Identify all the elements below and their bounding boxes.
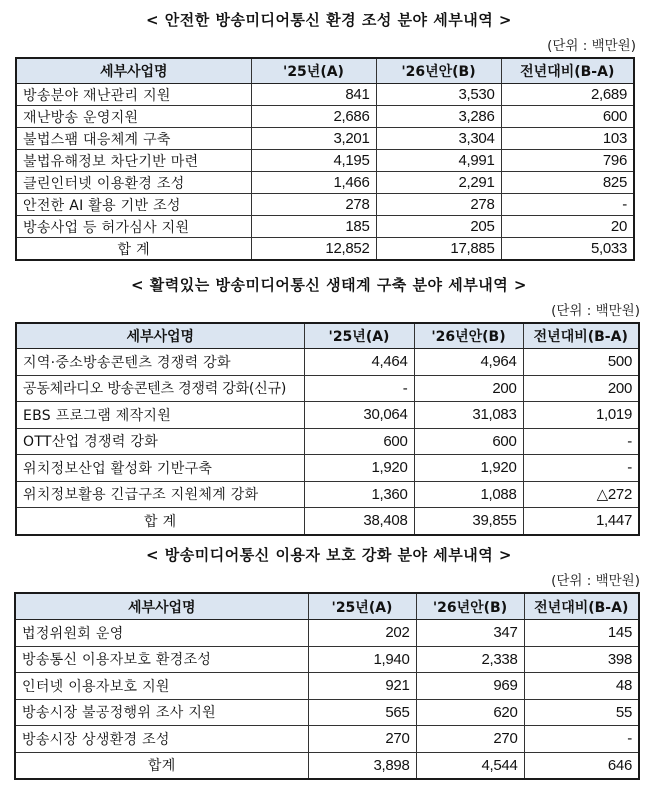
- value-2026: 31,083: [414, 402, 523, 429]
- value-2026: 2,291: [376, 172, 501, 194]
- table-row: [16, 216, 634, 238]
- value-2026: 1,920: [414, 455, 523, 482]
- project-name: 공동체라디오 방송콘텐츠 경쟁력 강화(신규): [16, 375, 304, 402]
- table-header-row: [16, 58, 634, 84]
- header-2026: '26년안(B): [376, 58, 501, 84]
- total-diff: 5,033: [501, 238, 634, 261]
- value-2025: 3,201: [251, 128, 376, 150]
- value-2026: 3,286: [376, 106, 501, 128]
- table-row: [16, 481, 639, 508]
- value-2026: 4,991: [376, 150, 501, 172]
- value-diff: 1,019: [523, 402, 639, 429]
- total-2025: 12,852: [251, 238, 376, 261]
- header-2025: '25년(A): [308, 593, 416, 620]
- budget-table-ecosystem: [15, 322, 640, 536]
- table-row: [15, 620, 639, 647]
- project-name: 위치정보활용 긴급구조 지원체계 강화: [16, 481, 304, 508]
- total-diff: 1,447: [523, 508, 639, 535]
- table-row: [16, 194, 634, 216]
- project-name: 방송사업 등 허가심사 지원: [16, 216, 251, 238]
- value-diff: △272: [523, 481, 639, 508]
- value-2025: 4,464: [304, 349, 414, 376]
- header-project-name: 세부사업명: [16, 58, 251, 84]
- section-1-title: < 안전한 방송미디어통신 환경 조성 분야 세부내역 >: [146, 11, 512, 29]
- value-2026: 3,304: [376, 128, 501, 150]
- value-2025: 2,686: [251, 106, 376, 128]
- total-2026: 4,544: [416, 752, 524, 779]
- value-2026: 620: [416, 699, 524, 726]
- total-2025: 3,898: [308, 752, 416, 779]
- project-name: 클린인터넷 이용환경 조성: [16, 172, 251, 194]
- value-2025: 1,466: [251, 172, 376, 194]
- total-row: [16, 508, 639, 535]
- value-diff: 825: [501, 172, 634, 194]
- table-row: [16, 402, 639, 429]
- project-name: OTT산업 경쟁력 강화: [16, 428, 304, 455]
- value-diff: 145: [524, 620, 639, 647]
- total-2025: 38,408: [304, 508, 414, 535]
- table-header-row: [16, 323, 639, 349]
- value-diff: 796: [501, 150, 634, 172]
- budget-table-safe-environment: [15, 57, 635, 261]
- section-2-unit: (단위 : 백만원): [551, 303, 640, 319]
- value-diff: 500: [523, 349, 639, 376]
- table-row: [15, 699, 639, 726]
- header-2026: '26년안(B): [414, 323, 523, 349]
- table-header-row: [15, 593, 639, 620]
- value-diff: 2,689: [501, 84, 634, 106]
- total-2026: 39,855: [414, 508, 523, 535]
- value-2026: 278: [376, 194, 501, 216]
- project-name: 지역·중소방송콘텐츠 경쟁력 강화: [16, 349, 304, 376]
- project-name: 방송시장 상생환경 조성: [15, 726, 308, 753]
- value-diff: 398: [524, 646, 639, 673]
- value-diff: -: [501, 194, 634, 216]
- value-diff: 20: [501, 216, 634, 238]
- value-2025: 185: [251, 216, 376, 238]
- header-project-name: 세부사업명: [15, 593, 308, 620]
- section-2-title: < 활력있는 방송미디어통신 생태계 구축 분야 세부내역 >: [131, 276, 527, 294]
- value-2025: 1,940: [308, 646, 416, 673]
- header-2026: '26년안(B): [416, 593, 524, 620]
- table-row: [16, 150, 634, 172]
- table-row: [15, 646, 639, 673]
- value-2026: 969: [416, 673, 524, 700]
- value-2026: 4,964: [414, 349, 523, 376]
- total-label: 합 계: [16, 508, 304, 535]
- project-name: 위치정보산업 활성화 기반구축: [16, 455, 304, 482]
- project-name: 방송시장 불공정행위 조사 지원: [15, 699, 308, 726]
- project-name: 법정위원회 운영: [15, 620, 308, 647]
- project-name: 재난방송 운영지원: [16, 106, 251, 128]
- value-2026: 3,530: [376, 84, 501, 106]
- value-diff: 48: [524, 673, 639, 700]
- project-name: EBS 프로그램 제작지원: [16, 402, 304, 429]
- value-2025: 565: [308, 699, 416, 726]
- total-2026: 17,885: [376, 238, 501, 261]
- project-name: 불법유해정보 차단기반 마련: [16, 150, 251, 172]
- header-project-name: 세부사업명: [16, 323, 304, 349]
- value-2025: 1,360: [304, 481, 414, 508]
- project-name: 불법스팸 대응체계 구축: [16, 128, 251, 150]
- project-name: 인터넷 이용자보호 지원: [15, 673, 308, 700]
- value-diff: -: [523, 428, 639, 455]
- header-2025: '25년(A): [304, 323, 414, 349]
- project-name: 방송분야 재난관리 지원: [16, 84, 251, 106]
- value-2025: 1,920: [304, 455, 414, 482]
- value-2026: 205: [376, 216, 501, 238]
- value-2025: -: [304, 375, 414, 402]
- total-label: 합계: [15, 752, 308, 779]
- budget-table-user-protection: [14, 592, 640, 780]
- section-3-unit: (단위 : 백만원): [551, 573, 640, 589]
- value-2025: 841: [251, 84, 376, 106]
- total-row: [15, 752, 639, 779]
- project-name: 안전한 AI 활용 기반 조성: [16, 194, 251, 216]
- header-2025: '25년(A): [251, 58, 376, 84]
- value-diff: 103: [501, 128, 634, 150]
- table-row: [15, 673, 639, 700]
- table-row: [15, 726, 639, 753]
- value-diff: 200: [523, 375, 639, 402]
- value-2025: 30,064: [304, 402, 414, 429]
- table-row: [16, 172, 634, 194]
- value-diff: 600: [501, 106, 634, 128]
- header-diff: 전년대비(B-A): [501, 58, 634, 84]
- value-2025: 921: [308, 673, 416, 700]
- value-2025: 278: [251, 194, 376, 216]
- value-2026: 1,088: [414, 481, 523, 508]
- header-diff: 전년대비(B-A): [523, 323, 639, 349]
- table-row: [16, 455, 639, 482]
- value-2025: 600: [304, 428, 414, 455]
- header-diff: 전년대비(B-A): [524, 593, 639, 620]
- value-2026: 270: [416, 726, 524, 753]
- value-2026: 2,338: [416, 646, 524, 673]
- total-row: [16, 238, 634, 261]
- total-diff: 646: [524, 752, 639, 779]
- table-row: [16, 349, 639, 376]
- project-name: 방송통신 이용자보호 환경조성: [15, 646, 308, 673]
- total-label: 합 계: [16, 238, 251, 261]
- value-2026: 200: [414, 375, 523, 402]
- table-row: [16, 128, 634, 150]
- value-2025: 202: [308, 620, 416, 647]
- table-row: [16, 106, 634, 128]
- value-diff: -: [523, 455, 639, 482]
- table-row: [16, 375, 639, 402]
- value-2026: 600: [414, 428, 523, 455]
- value-diff: -: [524, 726, 639, 753]
- value-2026: 347: [416, 620, 524, 647]
- table-row: [16, 84, 634, 106]
- value-2025: 270: [308, 726, 416, 753]
- table-row: [16, 428, 639, 455]
- section-1-unit: (단위 : 백만원): [547, 38, 636, 54]
- value-diff: 55: [524, 699, 639, 726]
- section-3-title: < 방송미디어통신 이용자 보호 강화 분야 세부내역 >: [146, 546, 512, 564]
- value-2025: 4,195: [251, 150, 376, 172]
